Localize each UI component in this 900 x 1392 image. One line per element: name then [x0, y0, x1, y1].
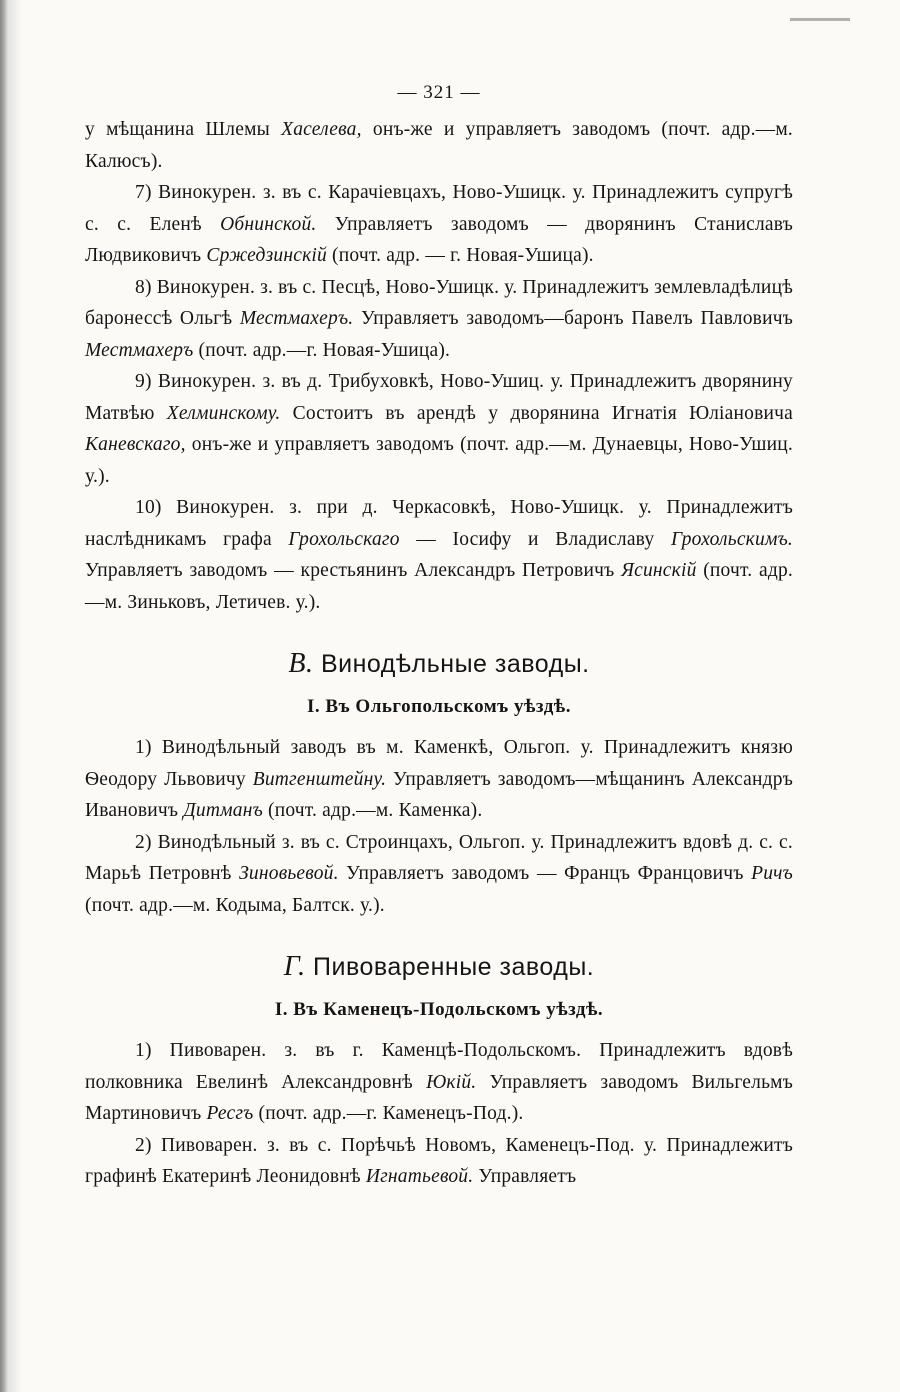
section-title: Пивоваренные заводы. [313, 953, 595, 981]
text-run: Управляетъ заводомъ Вильгельмъ Мартиновичъ [85, 1071, 793, 1124]
name-italic: Местмахеръ [85, 339, 194, 361]
name-italic: Дитманъ [183, 800, 263, 821]
text-run: Управляетъ заводомъ — крестьянинъ Александръ Петровичъ [85, 560, 622, 581]
text-run: онъ-же и управляетъ заводомъ (почт. адр.—м. Калюсъ). [85, 119, 793, 172]
text-run: (почт. адр.—м. Каменка). [262, 800, 483, 821]
text-run: (почт. адр.—г. Новая-Ушица). [193, 339, 451, 361]
text-run: Управляетъ заводомъ—баронъ Павелъ Павловичъ [353, 308, 793, 329]
text-run: (почт. адр.—м. Кодыма, Балтск. у.). [85, 894, 385, 916]
text-run: 2) Пивоварен. з. въ с. Порѣчьѣ Новомъ, Каменецъ-Под. у. Принадлежитъ графинѣ Екатеринѣ Леонидовнѣ [85, 1134, 793, 1187]
scan-mark [790, 18, 850, 21]
subsection-heading: I. Въ Ольгопольскомъ уѣздѣ. [307, 696, 571, 717]
text-run: Управляетъ заводомъ — Францъ Францовичъ [338, 863, 752, 884]
section-title: Винодѣльные заводы. [320, 650, 590, 678]
name-italic: Юкій. [426, 1071, 477, 1093]
entry-10 [85, 492, 793, 618]
name-italic: Хаселева, [281, 119, 362, 140]
section-letter: Г. [283, 951, 306, 982]
text-run: — Іосифу и Владиславу [399, 528, 671, 550]
winery-entry-2 [85, 827, 793, 922]
name-italic: Каневскаго, [85, 434, 186, 455]
text-run: 7) Винокурен. з. въ с. Карачіевцахъ, Ново-Ушицк. у. Принадлежитъ супругѣ с. с. Еленѣ [85, 182, 793, 235]
brewery-entry-1 [85, 1035, 793, 1130]
text-run: у мѣщанина Шлемы [85, 119, 282, 140]
section-heading-breweries [85, 951, 793, 983]
name-italic: Ресгъ [206, 1103, 254, 1124]
text-run: (почт. адр.—г. Каменецъ-Под.). [253, 1103, 524, 1124]
name-italic: Грохольскимъ. [670, 528, 793, 550]
paragraph-continuation [85, 114, 793, 177]
name-italic: Обнинской. [220, 213, 317, 235]
text-run: Управляетъ заводомъ—мѣщанинъ Александръ Ивановичъ [85, 768, 794, 821]
section-heading-wineries [85, 648, 793, 680]
text-run: онъ-же и управляетъ заводомъ (почт. адр.—м. Дунаевцы, Ново-Ушиц. у.). [85, 434, 793, 487]
scan-left-edge [0, 0, 22, 1392]
brewery-entry-2 [85, 1130, 793, 1193]
name-italic: Ричъ [751, 863, 793, 884]
name-italic: Хелминскому. [166, 402, 281, 424]
text-run: Управляетъ заводомъ — дворянинъ Станиславъ Людвиковичъ [85, 213, 793, 266]
text-run: Управляетъ [473, 1166, 577, 1187]
name-italic: Грохольскаго [288, 528, 400, 550]
text-run: 1) Пивоварен. з. въ г. Каменцѣ-Подольскомъ. Принадлежитъ вдовѣ полковника Евелинѣ Александровнѣ [85, 1040, 793, 1093]
entry-7 [85, 177, 793, 272]
text-run: 9) Винокурен. з. въ д. Трибуховкѣ, Ново-Ушиц. у. Принадлежитъ дворянину Матвѣю [85, 371, 793, 424]
page-number: — 321 — [397, 82, 481, 103]
name-italic: Зиновьевой. [239, 863, 339, 884]
text-run: (почт. адр.—м. Зиньковъ, Летичев. у.). [85, 560, 793, 613]
entry-9 [85, 366, 793, 492]
winery-entry-1 [85, 732, 793, 827]
text-run: (почт. адр. — г. Новая-Ушица). [326, 245, 594, 266]
name-italic: Сржедзинскій [206, 245, 327, 266]
name-italic: Витгенштейну. [252, 768, 387, 790]
text-run: Состоитъ въ арендѣ у дворянина Игнатія Юліановича [280, 402, 793, 424]
name-italic: Местмахеръ. [239, 308, 354, 329]
section-letter: В. [288, 648, 314, 679]
document-page [85, 82, 793, 1193]
text-run: 8) Винокурен. з. въ с. Песцѣ, Ново-Ушицк. у. Принадлежитъ землевладѣлицѣ баронессѣ Ольгѣ [85, 276, 793, 329]
subsection-heading: I. Въ Каменецъ-Подольскомъ уѣздѣ. [274, 999, 604, 1020]
text-run: 1) Винодѣльный заводъ въ м. Каменкѣ, Ольгоп. у. Принадлежитъ князю Ѳеодору Львовичу [85, 737, 793, 790]
entry-8 [85, 272, 793, 367]
name-italic: Ясинскій [621, 560, 697, 581]
name-italic: Игнатьевой. [365, 1166, 474, 1187]
text-run: 10) Винокурен. з. при д. Черкасовкѣ, Ново-Ушицк. у. Принадлежитъ наслѣдникамъ графа [85, 497, 793, 550]
text-run: 2) Винодѣльный з. въ с. Строинцахъ, Ольгоп. у. Принадлежитъ вдовѣ д. с. с. Марьѣ Петровнѣ [85, 831, 793, 884]
